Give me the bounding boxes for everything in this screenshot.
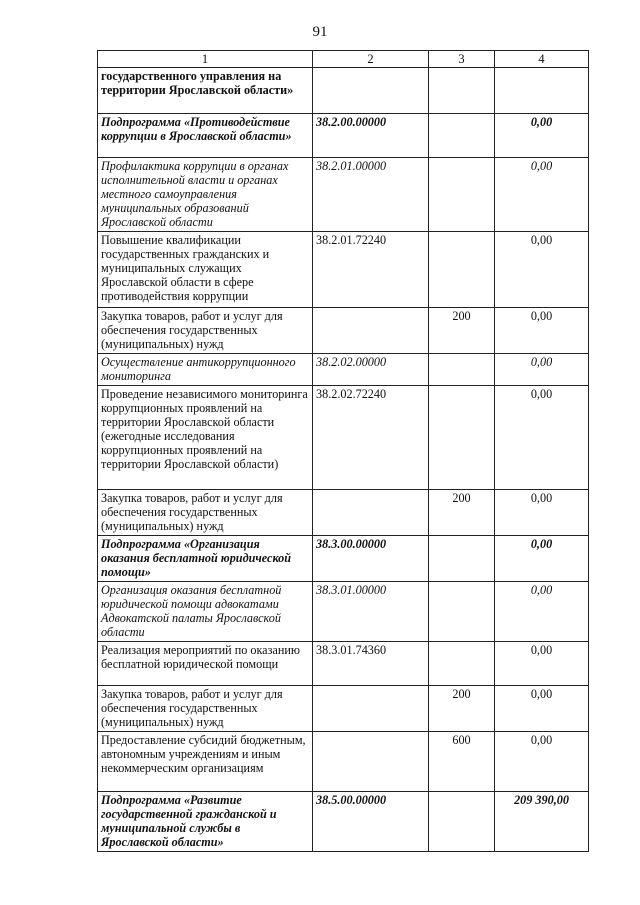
cell-code: 38.3.01.00000 — [313, 582, 429, 642]
cell-amount: 0,00 — [495, 354, 589, 386]
column-header-4: 4 — [495, 51, 589, 68]
column-header-2: 2 — [313, 51, 429, 68]
table-row — [98, 536, 589, 582]
cell-name: Закупка товаров, работ и услуг для обеспечения государственных (муниципальных) нужд — [98, 490, 313, 536]
cell-name: Повышение квалификации государственных гражданских и муниципальных служащих Ярославской области в сфере противодействия коррупции — [98, 232, 313, 308]
cell-code: 38.3.00.00000 — [313, 536, 429, 582]
cell-amount: 0,00 — [495, 642, 589, 686]
cell-name: государственного управления на территории Ярославской области» — [98, 68, 313, 114]
cell-amount: 0,00 — [495, 308, 589, 354]
cell-name: Реализация мероприятий по оказанию бесплатной юридической помощи — [98, 642, 313, 686]
cell-type — [429, 232, 495, 308]
cell-code — [313, 732, 429, 792]
table-row — [98, 386, 589, 490]
table-row — [98, 792, 589, 852]
cell-type — [429, 642, 495, 686]
cell-code: 38.3.01.74360 — [313, 642, 429, 686]
cell-amount: 0,00 — [495, 686, 589, 732]
cell-name: Проведение независимого мониторинга коррупционных проявлений на территории Ярославской области (ежегодные исследования коррупционных проявлений на территории Ярославской области) — [98, 386, 313, 490]
cell-code: 38.2.02.72240 — [313, 386, 429, 490]
cell-code — [313, 686, 429, 732]
cell-type — [429, 68, 495, 114]
cell-amount: 209 390,00 — [495, 792, 589, 852]
cell-amount: 0,00 — [495, 114, 589, 158]
cell-type — [429, 114, 495, 158]
cell-type: 200 — [429, 308, 495, 354]
cell-amount: 0,00 — [495, 232, 589, 308]
cell-type — [429, 536, 495, 582]
table-row — [98, 68, 589, 114]
cell-name: Подпрограмма «Противодействие коррупции в Ярославской области» — [98, 114, 313, 158]
cell-code — [313, 68, 429, 114]
table-row — [98, 490, 589, 536]
cell-type: 200 — [429, 490, 495, 536]
cell-name: Профилактика коррупции в органах исполнительной власти и органах местного самоуправления муниципальных образований Ярославской области — [98, 158, 313, 232]
table-row — [98, 686, 589, 732]
cell-amount: 0,00 — [495, 158, 589, 232]
column-header-3: 3 — [429, 51, 495, 68]
cell-type — [429, 582, 495, 642]
table-row — [98, 308, 589, 354]
cell-name: Закупка товаров, работ и услуг для обеспечения государственных (муниципальных) нужд — [98, 686, 313, 732]
cell-code: 38.2.00.00000 — [313, 114, 429, 158]
cell-type — [429, 792, 495, 852]
budget-table — [97, 50, 589, 852]
cell-amount — [495, 68, 589, 114]
cell-name: Организация оказания бесплатной юридической помощи адвокатами Адвокатской палаты Ярославской области — [98, 582, 313, 642]
table-row — [98, 642, 589, 686]
table-row — [98, 582, 589, 642]
table-row — [98, 732, 589, 792]
table-row — [98, 114, 589, 158]
cell-amount: 0,00 — [495, 582, 589, 642]
cell-type: 600 — [429, 732, 495, 792]
cell-amount: 0,00 — [495, 386, 589, 490]
cell-name: Подпрограмма «Организация оказания бесплатной юридической помощи» — [98, 536, 313, 582]
cell-name: Осуществление антикоррупционного мониторинга — [98, 354, 313, 386]
cell-type — [429, 386, 495, 490]
cell-amount: 0,00 — [495, 536, 589, 582]
cell-code: 38.5.00.00000 — [313, 792, 429, 852]
page-number: 91 — [312, 24, 328, 40]
cell-type — [429, 158, 495, 232]
cell-type — [429, 354, 495, 386]
cell-code: 38.2.01.72240 — [313, 232, 429, 308]
table-row — [98, 158, 589, 232]
cell-amount: 0,00 — [495, 490, 589, 536]
cell-type: 200 — [429, 686, 495, 732]
cell-code: 38.2.02.00000 — [313, 354, 429, 386]
cell-code: 38.2.01.00000 — [313, 158, 429, 232]
cell-name: Закупка товаров, работ и услуг для обеспечения государственных (муниципальных) нужд — [98, 308, 313, 354]
column-header-1: 1 — [98, 51, 313, 68]
table-row — [98, 232, 589, 308]
cell-amount: 0,00 — [495, 732, 589, 792]
cell-name: Предоставление субсидий бюджетным, автономным учреждениям и иным некоммерческим организациям — [98, 732, 313, 792]
table-row — [98, 354, 589, 386]
cell-code — [313, 490, 429, 536]
cell-code — [313, 308, 429, 354]
cell-name: Подпрограмма «Развитие государственной гражданской и муниципальной службы в Ярославской области» — [98, 792, 313, 852]
table-header-row — [98, 51, 589, 68]
